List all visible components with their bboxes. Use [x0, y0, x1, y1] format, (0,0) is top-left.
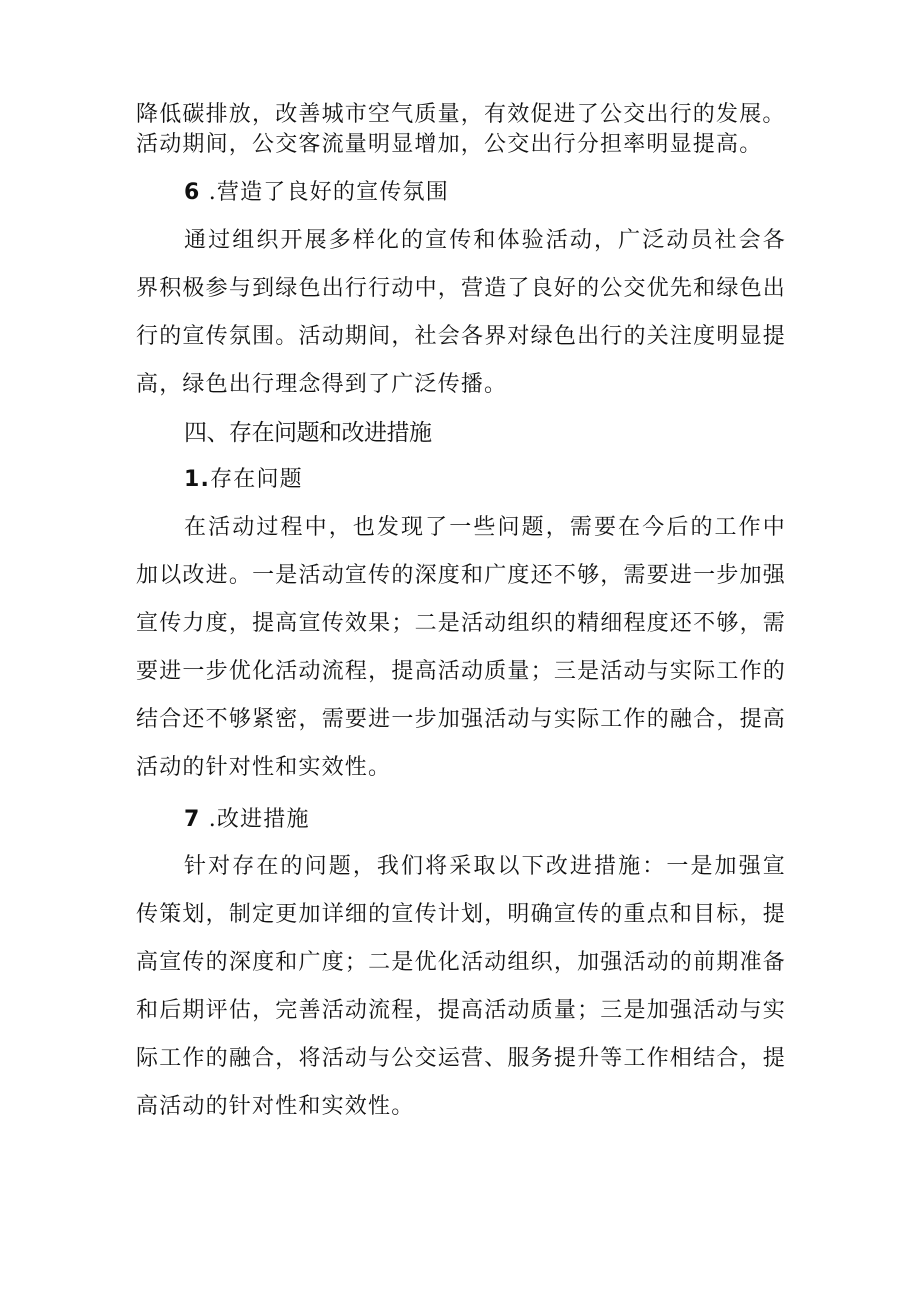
- item1-title: 存在问题: [210, 467, 303, 492]
- intro-line-2: 活动期间，公交客流量明显增加，公交出行分担率明显提高。: [136, 132, 763, 157]
- item7-title: .改进措施: [200, 807, 310, 832]
- item7-paragraph: 针对存在的问题，我们将采取以下改进措施：一是加强宣传策划，制定更加详细的宣传计划，明确宣传的重点和目标，提高宣传的深度和广度；二是优化活动组织，加强活动的前期准备和后期评估，完善活动流程，提高活动质量；三是加强活动与实际工作的融合，将活动与公交运营、服务提升等工作相结合，提高活动的针对性和实效性。: [136, 854, 786, 1119]
- section4-heading: 四、存在问题和改进措施: [184, 420, 432, 446]
- item7-number: 7: [184, 807, 201, 832]
- item6-title: .营造了良好的宣传氛围: [200, 180, 449, 205]
- item1-number: 1.: [184, 467, 211, 492]
- item6-paragraph: 通过组织开展多样化的宣传和体验活动，广泛动员社会各界积极参与到绿色出行行动中，营造了良好的公交优先和绿色出行的宣传氛围。活动期间，社会各界对绿色出行的关注度明显提高，绿色出行理念得到了广泛传播。: [136, 228, 786, 397]
- intro-line-1: 降低碳排放，改善城市空气质量，有效促进了公交出行的发展。: [136, 102, 786, 127]
- item1-paragraph: 在活动过程中，也发现了一些问题，需要在今后的工作中加以改进。一是活动宣传的深度和广度还不够，需要进一步加强宣传力度，提高宣传效果；二是活动组织的精细程度还不够，需要进一步优化活动流程，提高活动质量；三是活动与实际工作的结合还不够紧密，需要进一步加强活动与实际工作的融合，提高活动的针对性和实效性。: [136, 515, 786, 780]
- item7-heading: [184, 805, 310, 835]
- item1-heading: [184, 465, 303, 495]
- item6-heading: [184, 178, 449, 208]
- item6-number: 6: [184, 180, 201, 205]
